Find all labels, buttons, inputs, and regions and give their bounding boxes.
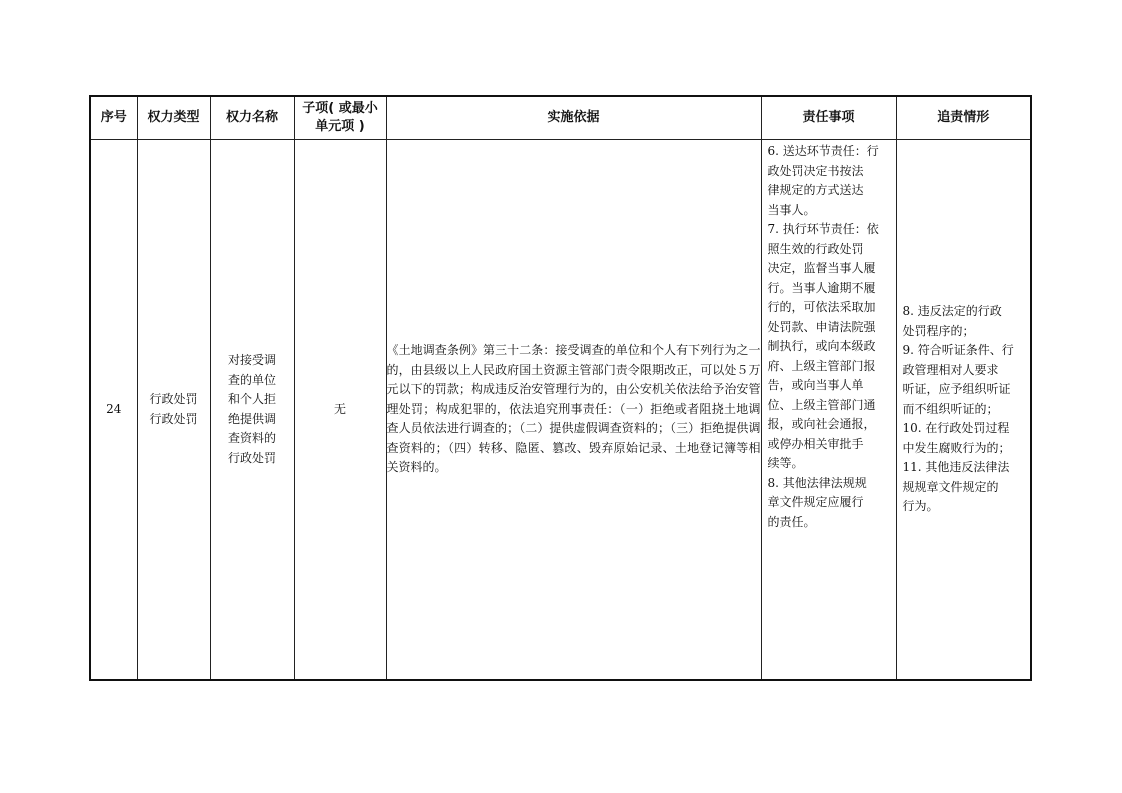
table-header-row [90,96,1031,140]
cell-basis [386,140,761,681]
cell-responsibility [761,140,896,681]
responsibility-line: 处罚款、申请法院强 [767,319,876,334]
header-seq: 序号 [90,96,137,140]
responsibility-line: 府、上级主管部门报 [767,358,876,373]
accountability-line: 中发生腐败行为的； [902,440,1011,455]
cell-power-type [137,140,210,681]
header-sub-item [294,96,386,140]
responsibility-line: 行的，可依法采取加 [767,300,876,314]
accountability-line: 而不组织听证的； [902,401,999,416]
responsibility-line: 律规定的方式送达 [767,183,864,197]
responsibility-line: 的责任。 [767,514,816,529]
basis-text: 《土地调查条例》第三十二条：接受调查的单位和个人有下列行为之一的，由县级以上人民政府国土资源主管部门责令限期改正，可以处５万元以下的罚款；构成违反治安管理行为的，由公安机关依法给予治安管理处罚；构成犯罪的，依法追究刑事责任：（一）拒绝或者阻挠土地调查人员依法进行调查的；（二）提供虚假调查资料的；（三）拒绝提供调查资料的；（四）转移、隐匿、篡改、毁弃原始记录、土地登记簿等相关资料的。 [386,343,761,475]
cell-accountability [896,140,1031,681]
accountability-line: 9. 符合听证条件、行 [902,343,1014,358]
power-name-line: 和个人拒 [227,392,276,406]
header-accountability: 追责情形 [896,96,1031,140]
accountability-line: 政管理相对人要求 [902,362,999,377]
header-sub-item-line1: 子项( 或最小 [302,101,378,116]
responsibility-line: 或停办相关审批手 [767,436,864,451]
cell-power-name [210,140,294,681]
header-power-name: 权力名称 [210,96,294,140]
accountability-line: 规规章文件规定的 [902,479,999,494]
power-name-line: 查资料的 [227,431,276,445]
power-list-table [89,95,1032,681]
accountability-line: 处罚程序的； [902,323,975,338]
power-type-line: 行政处罚 [149,411,198,426]
table-row [90,140,1031,681]
responsibility-line: 告，或向当事人单 [767,378,864,392]
accountability-line: 听证，应予组织听证 [902,382,1011,397]
responsibility-line: 政处罚决定书按法 [767,163,864,178]
power-name-line: 绝提供调 [227,411,276,426]
cell-seq: 24 [90,140,137,681]
responsibility-line: 当事人。 [767,202,816,217]
power-type-line: 行政处罚 [149,392,198,406]
accountability-line: 8. 违反法定的行政 [902,304,1002,319]
responsibility-line: 行。当事人逾期不履 [767,280,876,295]
responsibility-line: 续等。 [767,456,804,470]
responsibility-line: 7. 执行环节责任：依 [767,222,879,236]
responsibility-line: 章文件规定应履行 [767,495,864,509]
responsibility-line: 决定，监督当事人履 [767,261,876,275]
header-responsibility: 责任事项 [761,96,896,140]
responsibility-line: 照生效的行政处罚 [767,241,864,256]
responsibility-line: 报，或向社会通报， [767,417,876,431]
cell-sub-item: 无 [294,140,386,681]
power-name-line: 行政处罚 [227,450,276,465]
responsibility-line: 6. 送达环节责任：行 [767,144,879,158]
header-basis: 实施依据 [386,96,761,140]
responsibility-line: 8. 其他法律法规规 [767,475,867,490]
power-name-line: 对接受调 [227,353,276,367]
responsibility-line: 位、上级主管部门通 [767,397,876,412]
header-sub-item-line2: 单元项 ) [315,119,365,134]
header-power-type: 权力类型 [137,96,210,140]
responsibility-line: 制执行，或向本级政 [767,339,876,353]
accountability-line: 11. 其他违反法律法 [902,460,1010,475]
power-name-line: 查的单位 [227,372,276,387]
accountability-line: 10. 在行政处罚过程 [902,421,1010,436]
accountability-line: 行为。 [902,499,939,514]
